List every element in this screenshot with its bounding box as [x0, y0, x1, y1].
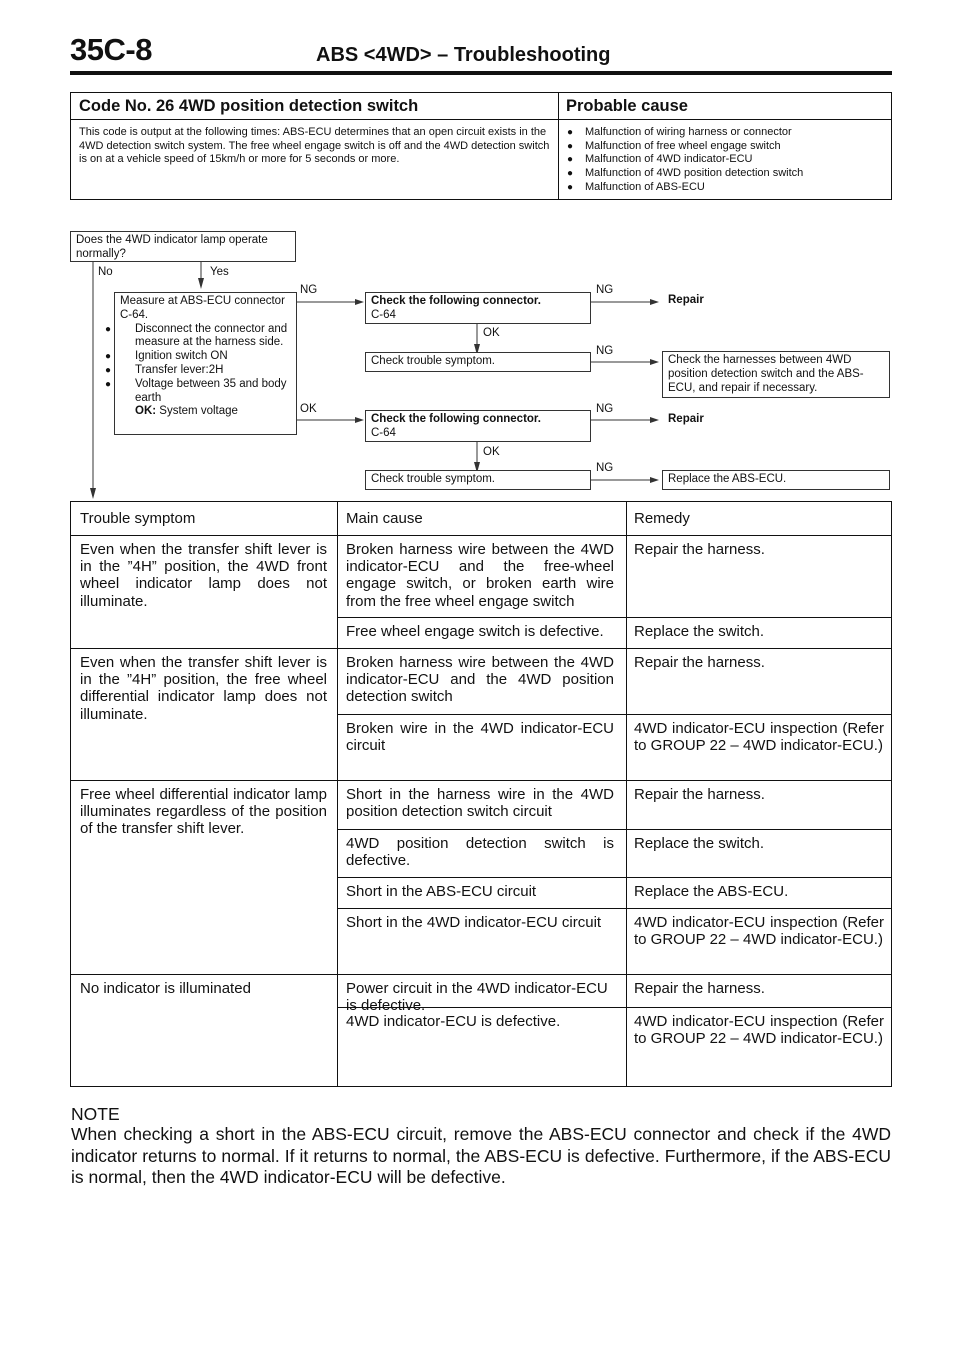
row-divider	[337, 829, 891, 830]
trouble-table	[70, 501, 892, 1087]
symptom-cell: No indicator is illuminated	[80, 980, 251, 997]
yes-label: Yes	[210, 266, 229, 278]
ok-label: OK	[300, 403, 317, 415]
ng-label: NG	[596, 403, 614, 415]
cause-cell: Broken wire in the 4WD indicator-ECU circuit	[346, 720, 614, 755]
row-divider	[337, 877, 891, 878]
remedy-cell: Replace the ABS-ECU.	[634, 883, 789, 900]
remedy-cell: Replace the switch.	[634, 623, 765, 640]
measure-steps	[105, 322, 291, 406]
ng-label: NG	[596, 284, 614, 296]
check-symptom-box-1: Check trouble symptom.	[365, 352, 591, 372]
cause-cell: Short in the harness wire in the 4WD position detection switch circuit	[346, 786, 614, 821]
row-divider	[71, 535, 891, 536]
measure-box	[105, 292, 297, 435]
cause-cell: Broken harness wire between the 4WD indicator-ECU and the 4WD position detection switch	[346, 654, 614, 706]
row-divider	[337, 714, 891, 715]
row-divider	[71, 974, 891, 975]
note-label: NOTE	[71, 1104, 120, 1124]
replace-ecu-box: Replace the ABS-ECU.	[662, 470, 890, 490]
symptom-cell: Even when the transfer shift lever is in the ”4H” position, the free wheel differential indicator lamp does not illuminate.	[80, 654, 327, 723]
cause-cell: Power circuit in the 4WD indicator-ECU is defective.	[346, 980, 608, 1015]
row-divider	[337, 908, 891, 909]
ng-label: NG	[596, 462, 614, 474]
check-connector-box-1: Check the following connector. C-64	[365, 292, 591, 324]
bullet-icon: ●	[567, 154, 574, 166]
cause-cell: 4WD position detection switch is defective.	[346, 835, 614, 870]
ng-label: NG	[300, 284, 318, 296]
repair-label-2: Repair	[668, 413, 704, 425]
page-code: 35C-8	[70, 32, 152, 67]
row-divider	[71, 648, 891, 649]
bullet-icon: ●	[105, 323, 112, 335]
check-harness-box: Check the harnesses between 4WD position detection switch and the ABS-ECU, and repair if necessary.	[662, 351, 890, 398]
no-label: No	[98, 266, 113, 278]
bullet-icon: ●	[567, 127, 574, 138]
code-title: Code No. 26 4WD position detection switch	[71, 93, 558, 120]
remedy-cell: 4WD indicator-ECU inspection (Refer to GROUP 22 – 4WD indicator-ECU.)	[634, 720, 884, 755]
cause-item: ● Malfunction of 4WD indicator-ECU	[567, 153, 753, 166]
measure-step: ● Voltage between 35 and body earth	[105, 377, 287, 404]
bullet-icon: ●	[567, 181, 574, 193]
remedy-cell: Repair the harness.	[634, 654, 765, 671]
cause-item: ● Malfunction of ABS-ECU	[567, 180, 705, 193]
column-divider	[337, 502, 338, 1086]
bullet-icon: ●	[567, 168, 574, 180]
symptom-cell: Free wheel differential indicator lamp illuminates regardless of the position of the transfer shift lever.	[80, 786, 327, 838]
ng-label: NG	[596, 345, 614, 357]
note-text: When checking a short in the ABS-ECU circuit, remove the ABS-ECU connector and check if the 4WD indicator returns to normal. If it returns to normal, the ABS-ECU is defective. Furthermore, if the ABS-ECU is normal, then the 4WD indicator-ECU will be defective.	[71, 1124, 891, 1187]
remedy-cell: Repair the harness.	[634, 541, 765, 558]
code-description: This code is output at the following times: ABS-ECU determines that an open circuit exists in the 4WD detection switch system. The free wheel engage switch is off and the 4WD detection switch is on at a vehicle speed of 15km/h or more for 5 seconds or more.	[79, 126, 550, 166]
bullet-icon: ●	[105, 364, 112, 376]
header-main-cause: Main cause	[346, 510, 423, 527]
remedy-cell: 4WD indicator-ECU inspection (Refer to GROUP 22 – 4WD indicator-ECU.)	[634, 1013, 884, 1048]
ok-label: OK	[483, 327, 500, 339]
cause-cell: 4WD indicator-ECU is defective.	[346, 1013, 561, 1030]
check-connector-box-2: Check the following connector. C-64	[365, 410, 591, 442]
page-title: ABS <4WD> – Troubleshooting	[316, 44, 611, 66]
bullet-icon: ●	[567, 140, 574, 152]
column-divider	[626, 502, 627, 1086]
measure-title: Measure at ABS-ECU connector C-64.	[120, 295, 285, 321]
row-divider	[71, 780, 891, 781]
cause-item: ● Malfunction of 4WD position detection switch	[567, 167, 804, 180]
cause-cell: Short in the ABS-ECU circuit	[346, 883, 537, 900]
remedy-cell: 4WD indicator-ECU inspection (Refer to GROUP 22 – 4WD indicator-ECU.)	[634, 914, 884, 949]
probable-cause-heading: Probable cause	[558, 93, 891, 120]
bullet-icon: ●	[105, 378, 112, 390]
cause-item: ● Malfunction of free wheel engage switch	[567, 139, 781, 152]
measure-step: ● Transfer lever:2H	[105, 363, 224, 376]
bullet-icon: ●	[105, 351, 112, 363]
remedy-cell: Repair the harness.	[634, 980, 765, 997]
measure-ok: OK: System voltage	[135, 405, 238, 418]
measure-step: ● Disconnect the connector and measure at the harness side.	[105, 322, 288, 349]
remedy-cell: Repair the harness.	[634, 786, 765, 803]
header-trouble-symptom: Trouble symptom	[80, 510, 196, 527]
cause-cell: Free wheel engage switch is defective.	[346, 623, 604, 640]
header-remedy: Remedy	[634, 510, 690, 527]
cause-cell: Short in the 4WD indicator-ECU circuit	[346, 914, 602, 931]
repair-label-1: Repair	[668, 294, 704, 306]
cause-cell: Broken harness wire between the 4WD indicator-ECU and the free-wheel engage switch, or broken earth wire from the free wheel engage switch	[346, 541, 614, 610]
cause-item: ● Malfunction of wiring harness or connector	[567, 126, 792, 138]
symptom-cell: Even when the transfer shift lever is in the ”4H” position, the 4WD front wheel indicator lamp does not illuminate.	[80, 541, 327, 610]
row-divider	[337, 617, 891, 618]
measure-step: ● Ignition switch ON	[105, 350, 228, 363]
ok-label: OK	[483, 446, 500, 458]
remedy-cell: Replace the switch.	[634, 835, 765, 852]
check-symptom-box-2: Check trouble symptom.	[365, 470, 591, 490]
question-box: Does the 4WD indicator lamp operate normally?	[70, 231, 296, 262]
